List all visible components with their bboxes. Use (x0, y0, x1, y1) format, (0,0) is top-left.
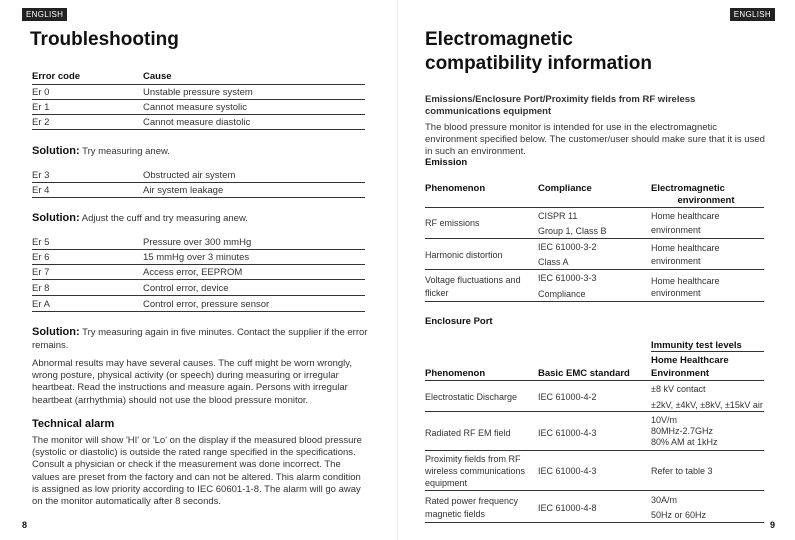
emission-compliance: Group 1, Class B (538, 226, 607, 236)
error-cause: Unstable pressure system (143, 87, 253, 98)
header-cause: Cause (143, 71, 172, 82)
right-page (397, 0, 795, 540)
table-rule (32, 279, 365, 280)
page-number: 9 (769, 520, 775, 530)
table-rule (32, 84, 365, 85)
enclosure-level: 10V/m (651, 415, 678, 425)
language-tag: ENGLISH (22, 8, 67, 21)
table-rule (425, 490, 764, 491)
enclosure-level: 80% AM at 1kHz (651, 437, 718, 447)
emission-heading: Emission (425, 157, 468, 168)
enclosure-standard: IEC 61000-4-2 (538, 392, 597, 402)
error-code: Er 6 (32, 252, 50, 263)
table-rule (32, 295, 365, 296)
emc-subheading: Emissions/Enclosure Port/Proximity fields from RF wireless communications equipment (425, 94, 696, 118)
error-code: Er 7 (32, 267, 50, 278)
table-rule (425, 380, 764, 381)
emission-header-compliance: Compliance (538, 183, 592, 194)
table-rule (32, 129, 365, 130)
emission-compliance: IEC 61000-3-2 (538, 242, 597, 252)
error-cause: Cannot measure diastolic (143, 117, 251, 128)
table-rule (32, 99, 365, 100)
abnormal-results-paragraph: Abnormal results may have several causes. The cuff might be worn wrongly, wrong posture, physical activity (or speech) during measuring or irregular heartbeat. Read the instructions and measure again. Persons with irregular heartbeat (arrhythmia) should not use the blood pressure monitor. (32, 358, 352, 406)
enclosure-phenomenon: Proximity fields from RF (425, 454, 521, 464)
error-cause: Control error, device (143, 283, 229, 294)
enclosure-standard: IEC 61000-4-3 (538, 428, 597, 438)
error-cause: Air system leakage (143, 185, 224, 196)
emission-phenomenon: Harmonic distortion (425, 250, 503, 260)
header-error-code: Error code (32, 71, 81, 82)
emission-compliance: IEC 61000-3-3 (538, 273, 597, 283)
immunity-header: Immunity test levels (651, 340, 742, 351)
enclosure-level: Refer to table 3 (651, 466, 713, 476)
emission-header-environment: Electromagnetic (651, 183, 725, 194)
solution-3: Solution: Try measuring again in five minutes. Contact the supplier if the error remains. (32, 326, 368, 351)
emission-environment: Home healthcare (651, 276, 720, 286)
enclosure-phenomenon: Rated power frequency (425, 496, 519, 506)
error-cause: Control error, pressure sensor (143, 299, 270, 310)
emission-phenomenon: Voltage fluctuations and (425, 275, 521, 285)
emission-environment: Home healthcare (651, 211, 720, 221)
emc-intro: The blood pressure monitor is intended for use in the electromagnetic environment specified below. The customer/user should make sure that it is used in such an environment. (425, 122, 765, 158)
enclosure-level: 50Hz or 60Hz (651, 510, 707, 520)
enclosure-header-phenomenon: Phenomenon (425, 368, 486, 379)
emission-environment: environment (651, 256, 701, 266)
enclosure-level: ±2kV, ±4kV, ±8kV, ±15kV air (651, 400, 763, 410)
page-number: 8 (22, 520, 28, 530)
page-title: Troubleshooting (30, 29, 179, 50)
error-cause: Cannot measure systolic (143, 102, 248, 113)
table-rule (425, 522, 764, 523)
emission-header-environment-2: environment (677, 195, 735, 206)
enclosure-standard: IEC 61000-4-8 (538, 503, 597, 513)
enclosure-standard: IEC 61000-4-3 (538, 466, 597, 476)
error-code: Er 8 (32, 283, 50, 294)
emission-compliance: CISPR 11 (538, 211, 578, 221)
table-rule (32, 197, 365, 198)
enclosure-level: 30A/m (651, 495, 678, 505)
table-rule (32, 182, 365, 183)
language-tag: ENGLISH (730, 8, 775, 21)
table-rule (425, 301, 764, 302)
table-rule (32, 114, 365, 115)
enclosure-port-heading: Enclosure Port (425, 316, 493, 327)
technical-alarm-heading: Technical alarm (32, 418, 115, 430)
table-rule (425, 238, 764, 239)
home-healthcare-header: Home Healthcare (651, 355, 729, 366)
error-code: Er 3 (32, 170, 50, 181)
error-cause: Pressure over 300 mmHg (143, 237, 252, 248)
table-rule (32, 311, 365, 312)
enclosure-phenomenon: magnetic fields (425, 509, 486, 519)
table-rule (425, 207, 764, 208)
table-rule (425, 450, 764, 451)
solution-1: Solution: Try measuring anew. (32, 145, 170, 157)
emission-compliance: Compliance (538, 289, 586, 299)
error-code: Er 4 (32, 185, 50, 196)
enclosure-phenomenon: equipment (425, 478, 468, 488)
enclosure-header-standard: Basic EMC standard (538, 368, 630, 379)
emission-environment: environment (651, 225, 701, 235)
error-cause: Obstructed air system (143, 170, 236, 181)
enclosure-level: ±8 kV contact (651, 384, 706, 394)
enclosure-level: 80MHz-2.7GHz (651, 426, 714, 436)
table-rule (425, 269, 764, 270)
error-code: Er 5 (32, 237, 50, 248)
emission-header-phenomenon: Phenomenon (425, 183, 486, 194)
enclosure-phenomenon: Electrostatic Discharge (425, 392, 518, 402)
page-title-line-2: compatibility information (425, 53, 652, 74)
emission-phenomenon: flicker (425, 288, 449, 298)
emission-compliance: Class A (538, 257, 569, 267)
left-page (0, 0, 397, 540)
enclosure-phenomenon: wireless communications (425, 466, 526, 476)
table-rule (32, 264, 365, 265)
solution-2: Solution: Adjust the cuff and try measuring anew. (32, 212, 248, 224)
error-code: Er A (32, 299, 50, 310)
error-code: Er 1 (32, 102, 50, 113)
error-cause: Access error, EEPROM (143, 267, 243, 278)
page-title-line-1: Electromagnetic (425, 29, 573, 50)
table-rule (32, 249, 365, 250)
technical-alarm-paragraph: The monitor will show 'HI' or 'Lo' on the display if the measured blood pressure (systolic or diastolic) is outside the rated range specified in the specifications. Consult a physician or check if the measurement was done incorrect. The values are preset from the factory and can not be altered. This alarm condition is assigned as low priority according to IEC 60601-1-8. The alarm will go away on the monitor automatically after 8 seconds. (32, 435, 362, 508)
error-cause: 15 mmHg over 3 minutes (143, 252, 250, 263)
emission-environment: Home healthcare (651, 243, 720, 253)
error-code: Er 0 (32, 87, 50, 98)
error-code: Er 2 (32, 117, 50, 128)
enclosure-phenomenon: Radiated RF EM field (425, 428, 511, 438)
environment-header: Environment (651, 368, 710, 379)
table-rule (425, 411, 764, 412)
table-rule (651, 351, 764, 352)
emission-environment: environment (651, 288, 701, 298)
emission-phenomenon: RF emissions (425, 218, 480, 228)
